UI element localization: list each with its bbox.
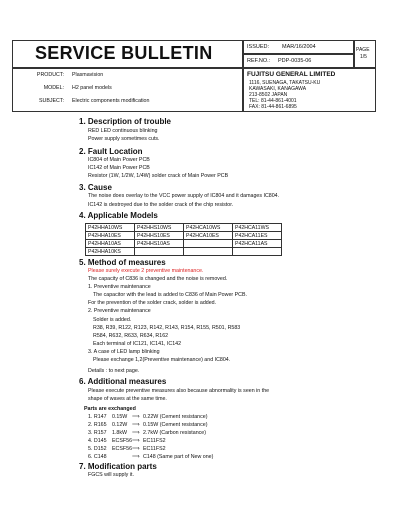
table-cell: P42HHA10KS — [86, 248, 135, 256]
arrow-icon: ⟹ — [132, 414, 140, 420]
refno-label: REF.NO.: — [247, 58, 271, 64]
part-number: 3. R157 — [88, 430, 107, 436]
model-label: MODEL: — [43, 85, 64, 91]
section-3-line: The noise does overlay to the VCC power supply of IC804 and it damages IC804. — [88, 193, 280, 199]
company-name: FUJITSU GENERAL LIMITED — [247, 71, 336, 78]
table-cell — [184, 248, 233, 256]
model-value: H2 panel models — [72, 85, 112, 91]
section-6-line: shape of waves at the same time. — [88, 396, 167, 402]
table-cell: P42HHA10WS — [86, 224, 135, 232]
section-5-line: For the prevention of the solder crack, solder is added. — [88, 300, 217, 306]
section-6-title: 6. Additional measures — [79, 377, 167, 386]
arrow-icon: ⟹ — [132, 454, 140, 460]
section-1-line: RED LED continuous blinking — [88, 128, 158, 134]
table-cell — [135, 248, 184, 256]
section-5-line: Solder is added. — [93, 317, 132, 323]
company-address-2: KAWASAKI, KANAGAWA — [249, 86, 307, 92]
table-cell: P42HHS10WS — [135, 224, 184, 232]
table-cell: P42HHA10AS — [86, 240, 135, 248]
section-5-line: Please exchange 1,2(Preventive maintenance) and IC804. — [93, 357, 231, 363]
table-cell: P42HHS10ES — [135, 232, 184, 240]
part-old-value: ECSF56 — [112, 438, 133, 444]
part-number: 1. R147 — [88, 414, 107, 420]
section-7-line: FGCS will supply it. — [88, 472, 134, 478]
section-2-line: IC804 of Main Power PCB — [88, 157, 150, 163]
section-5-line: The capacitor with the lead is added to C836 of Main Power PCB. — [93, 292, 247, 298]
part-new-value: 2.7kW (Carbon resistance) — [143, 430, 206, 436]
section-5-line: R584, R632, R633, R634, R162 — [93, 333, 169, 339]
section-1-title: 1. Description of trouble — [79, 117, 172, 126]
product-label: PRODUCT: — [36, 72, 64, 78]
part-new-value: EC11FS2 — [143, 438, 166, 444]
parts-title: Parts are exchanged — [84, 406, 136, 412]
part-number: 4. D145 — [88, 438, 107, 444]
arrow-icon: ⟹ — [132, 430, 140, 436]
section-2-line: Resistor (1W, 1/2W, 1/4W) solder crack of Main Power PCB — [88, 173, 229, 179]
company-address-1: 1116, SUENAGA, TAKATSU-KU — [249, 80, 321, 86]
page-value: 1/5 — [360, 54, 367, 60]
section-5-title: 5. Method of measures — [79, 258, 166, 267]
section-5-line: R38, R39, R122, R123, R142, R143, R154, R155, R501, R583 — [93, 325, 241, 331]
part-number: 5. D152 — [88, 446, 107, 452]
section-5-warning: Please surely execute 2 preventive maintenance. — [88, 268, 204, 274]
table-cell: P42HHS10AS — [135, 240, 184, 248]
section-5-line: The capacity of C836 is changed and the noise is removed. — [88, 276, 228, 282]
arrow-icon: ⟹ — [132, 422, 140, 428]
part-old-value: 0.12W — [112, 422, 128, 428]
section-4-title: 4. Applicable Models — [79, 211, 158, 220]
table-cell: P42HCA11WS — [233, 224, 282, 232]
part-old-value: 1.8kW — [112, 430, 128, 436]
table-cell: P42HCA11ES — [233, 232, 282, 240]
issued-label: ISSUED: — [247, 44, 270, 50]
section-2-title: 2. Fault Location — [79, 147, 143, 156]
section-5-details: Details : to next page. — [88, 368, 140, 374]
section-5-line: 3. A case of LED lamp blinking — [88, 349, 160, 355]
table-row — [86, 232, 282, 240]
page-label: PAGE — [356, 47, 370, 53]
section-5-line: Each terminal of IC121, IC141, IC142 — [93, 341, 182, 347]
section-3-line: IC142 is destroyed due to the solder crack of the chip resistor. — [88, 202, 234, 208]
company-fax: FAX: 81-44-861-6895 — [249, 104, 297, 110]
table-cell: P42HHA10ES — [86, 232, 135, 240]
table-cell: P42HCA11AS — [233, 240, 282, 248]
section-1-line: Power supply sometimes cuts. — [88, 136, 160, 142]
section-7-title: 7. Modification parts — [79, 462, 157, 471]
part-new-value: 0.22W (Cement resistance) — [143, 414, 208, 420]
arrow-icon: ⟹ — [132, 438, 140, 444]
refno-value: PDP-0035-06 — [278, 58, 312, 64]
table-row — [86, 224, 282, 232]
part-new-value: 0.15W (Cement resistance) — [143, 422, 208, 428]
bulletin-title: SERVICE BULLETIN — [35, 43, 213, 63]
table-cell: P42HCA10ES — [184, 232, 233, 240]
part-new-value: C148 (Same part of New one) — [143, 454, 214, 460]
subject-value: Electric components modification — [72, 98, 150, 104]
product-value: Plasmavision — [72, 72, 104, 78]
table-row — [86, 248, 282, 256]
table-cell — [184, 240, 233, 248]
part-number: 2. R165 — [88, 422, 107, 428]
section-3-title: 3. Cause — [79, 183, 112, 192]
table-cell: P42HCA10WS — [184, 224, 233, 232]
table-cell — [233, 248, 282, 256]
part-new-value: EC11FS2 — [143, 446, 166, 452]
issued-value: MAR/16/2004 — [282, 44, 316, 50]
part-old-value: ECSF56 — [112, 446, 133, 452]
section-2-line: IC142 of Main Power PCB — [88, 165, 150, 171]
section-5-line: 2. Preventive maintenance — [88, 308, 151, 314]
models-table — [85, 223, 282, 256]
subject-label: SUBJECT: — [38, 98, 64, 104]
company-address-3: 213-8502 JAPAN — [249, 92, 288, 98]
table-row — [86, 240, 282, 248]
section-6-line: Please execute preventive measures also because abnormality is seen in the — [88, 388, 270, 394]
part-number: 6. C148 — [88, 454, 107, 460]
arrow-icon: ⟹ — [132, 446, 140, 452]
part-old-value: 0.15W — [112, 414, 128, 420]
company-tel: TEL: 81-44-861-4001 — [249, 98, 297, 104]
section-5-line: 1. Preventive maintenance — [88, 284, 151, 290]
